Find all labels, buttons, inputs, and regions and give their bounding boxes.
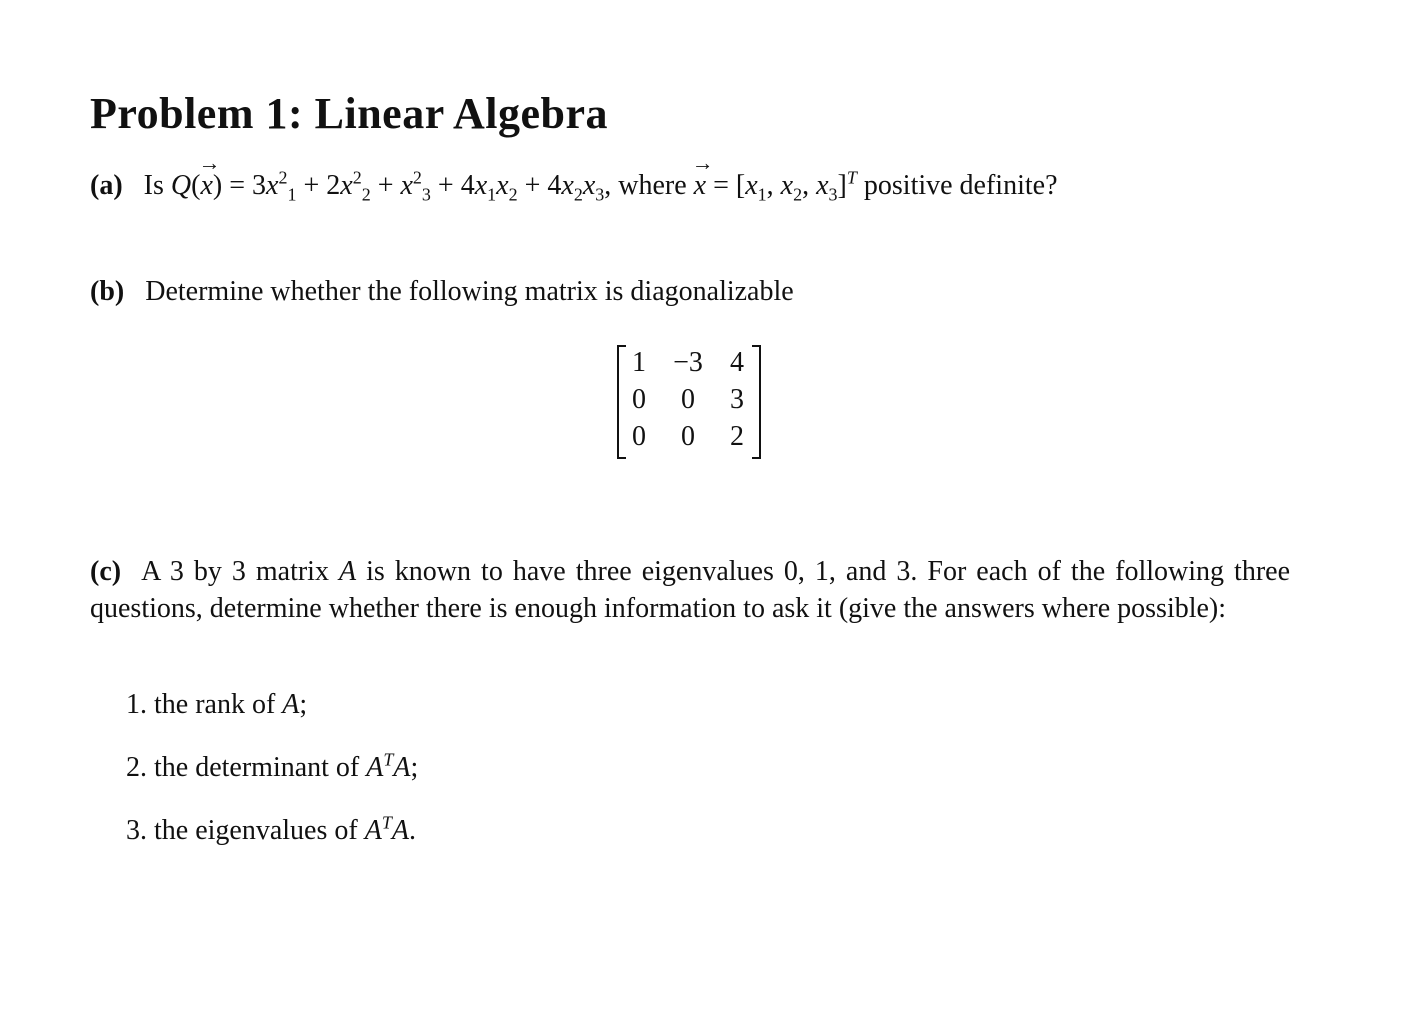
matrix-cell: 0 xyxy=(681,384,695,415)
matrix xyxy=(617,345,761,457)
part-b-label: (b) xyxy=(90,276,125,307)
matrix-cell: 1 xyxy=(632,347,646,378)
part-c-question: (c) A 3 by 3 matrix A is known to have three eigenvalues 0, 1, and 3. For each of the following three questions, determine whether there is enough information to ask it (give the answers where possible): xyxy=(90,553,1290,627)
part-b-text: Determine whether the following matrix is diagonalizable xyxy=(145,276,794,307)
matrix-cell: 3 xyxy=(730,384,744,415)
part-a-label: (a) xyxy=(90,170,123,201)
matrix-cell: −3 xyxy=(673,347,703,378)
page-title: Problem 1: Linear Algebra xyxy=(90,89,609,138)
part-a-question: (a) Is Q(x →) = $3x^2_1 + 2x^2_2 + x^2_3 + 4x_1x_2 + 4x_2x_3$, where x → = [$x_1$, $x_2$, $x_3]^T$ positive definite? xyxy=(90,170,1058,202)
matrix-cell: 2 xyxy=(730,421,744,452)
list-item: 2. the determinant of $A^TA$; xyxy=(126,749,419,783)
vector-x: x → xyxy=(200,170,212,202)
list-item: 3. the eigenvalues of $A^TA$. xyxy=(126,812,416,846)
matrix-cell: 0 xyxy=(632,384,646,415)
part-c-label: (c) xyxy=(90,556,122,587)
part-b-question xyxy=(90,276,794,308)
list-item: 1. the rank of A; xyxy=(126,689,308,720)
vector-x: x → xyxy=(694,170,706,202)
matrix-cell: 0 xyxy=(632,421,646,452)
matrix-cell: 0 xyxy=(681,421,695,452)
matrix-cell: 4 xyxy=(730,347,744,378)
